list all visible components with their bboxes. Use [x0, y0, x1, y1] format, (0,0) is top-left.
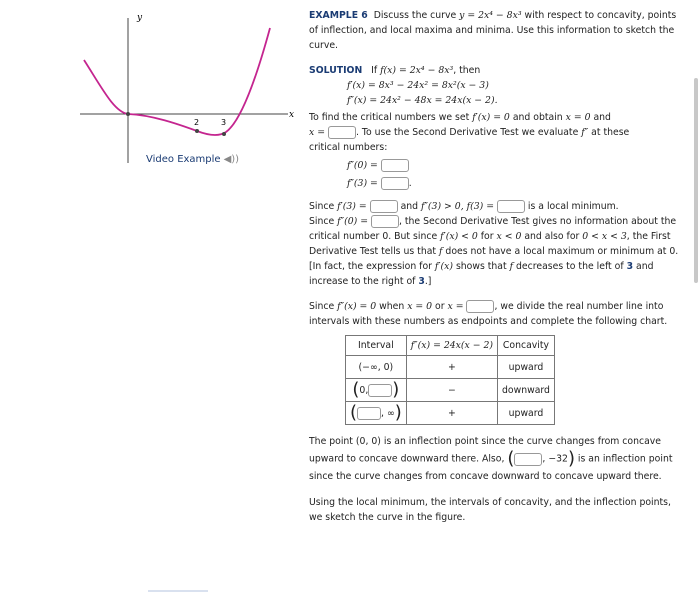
example-content	[309, 8, 681, 525]
tick-label-3: 3	[221, 118, 227, 127]
table-row	[346, 356, 555, 379]
table-header-row	[346, 336, 555, 356]
tick-label-2: 2	[194, 118, 200, 127]
eval-f2-at-3: f″(3) = .	[347, 178, 412, 189]
interval-cell: (0, )	[346, 379, 407, 402]
closing-paragraph: Using the local minimum, the intervals of concavity, and the inflection points, we sketch the curve in the figure.	[309, 497, 671, 523]
divider	[148, 590, 208, 592]
critical-number-input[interactable]	[328, 126, 356, 139]
local-minimum-point	[222, 132, 226, 136]
curve-path	[84, 28, 270, 135]
concavity-table	[345, 335, 555, 425]
y-axis-label: y	[137, 13, 143, 23]
solution-label: SOLUTION	[309, 65, 363, 76]
interval-start-input[interactable]	[357, 407, 381, 420]
solution-line: SOLUTION If f(x) = 2x⁴ − 8x³, then	[309, 65, 481, 76]
interval-cell: (−∞, 0)	[346, 356, 407, 379]
interval-cell: ( , ∞)	[346, 402, 407, 425]
speaker-icon: ◀))	[223, 154, 240, 165]
inflection-point-x-input[interactable]	[514, 453, 542, 466]
inflection-point-two	[195, 129, 199, 133]
f-at-3-input[interactable]	[497, 200, 525, 213]
concavity-cell: downward	[498, 379, 555, 402]
inflection-paragraph: The point (0, 0) is an inflection point since the curve changes from concave upward to concave downward there. Also, ( , −32) is an inflection point since the curve changes from concave downward to concave upward there.	[309, 436, 673, 482]
inflection-point-origin	[126, 112, 130, 116]
curve-graph	[70, 8, 300, 168]
table-row	[346, 379, 555, 402]
interval-end-input[interactable]	[368, 384, 392, 397]
since-paragraph: Since f′(3) = and f″(3) > 0, f(3) = is a local minimum. Since f″(0) = , the Second Derivative Test gives no information about the critical number 0. But since f′(x) < 0 for x < 0 and also for 0 < x < 3, the First Derivative Test tells us that f does not have a local maximum or minimum at 0. [In fact, the expression for f′(x) shows that f decreases to the left of 3 and increase to the right of 3.]	[309, 201, 679, 287]
example-title: EXAMPLE 6	[309, 10, 368, 21]
concavity-cell: upward	[498, 402, 555, 425]
f2-at-0-input[interactable]	[381, 159, 409, 172]
video-example-label: Video Example	[146, 154, 221, 165]
sign-cell: +	[406, 402, 497, 425]
scrollbar[interactable]	[694, 78, 698, 283]
second-derivative: f″(x) = 24x² − 48x = 24x(x − 2).	[347, 95, 498, 106]
header-second-derivative: f″(x) = 24x(x − 2)	[406, 336, 497, 356]
f2-at-0-second-input[interactable]	[371, 215, 399, 228]
video-example-link[interactable]	[146, 154, 239, 165]
header-concavity: Concavity	[498, 336, 555, 356]
f2-at-3-input[interactable]	[381, 177, 409, 190]
first-derivative: f′(x) = 8x³ − 24x² = 8x²(x − 3)	[347, 80, 489, 91]
table-row	[346, 402, 555, 425]
header-interval: Interval	[346, 336, 407, 356]
intervals-paragraph: Since f″(x) = 0 when x = 0 or x = , we divide the real number line into intervals with these numbers as endpoints and complete the following chart.	[309, 301, 668, 327]
sign-cell: −	[406, 379, 497, 402]
eval-f2-at-0: f″(0) =	[309, 158, 681, 173]
inflection-x-input[interactable]	[466, 300, 494, 313]
concavity-cell: upward	[498, 356, 555, 379]
critical-numbers-text: To find the critical numbers we set f′(x) = 0 and obtain x = 0 and x = . To use the Second Derivative Test we evaluate f″ at these critical numbers:	[309, 112, 630, 153]
x-axis-label: x	[289, 110, 295, 120]
f1-at-3-input[interactable]	[370, 200, 398, 213]
example-header: EXAMPLE 6 Discuss the curve y = 2x⁴ − 8x³ with respect to concavity, points of inflection, and local maxima and minima. Use this information to sketch the curve.	[309, 10, 677, 51]
sign-cell: +	[406, 356, 497, 379]
